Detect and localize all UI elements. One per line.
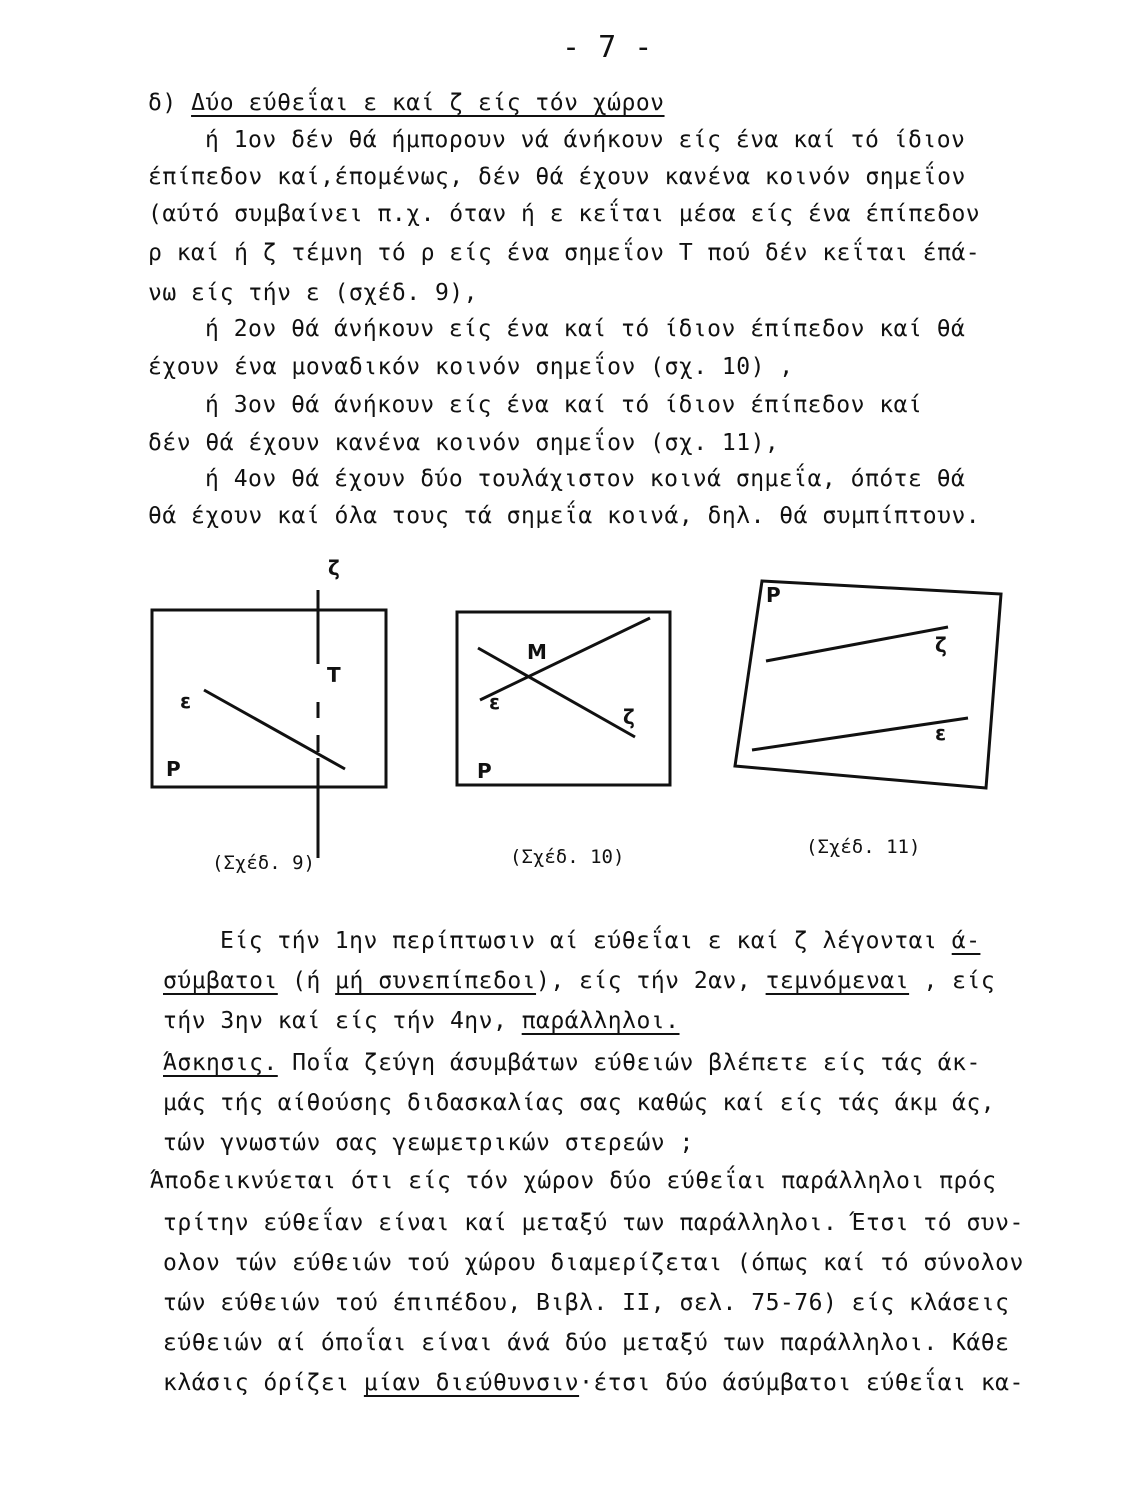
remark-line-2: τρίτην εύθεΐαν είναι καί μεταξύ των παράλληλοι. Έτσι τό συν- (163, 1210, 1024, 1236)
fig10-caption: (Σχέδ. 10) (510, 846, 625, 868)
exercise-text-1: Ποΐα ζεύγη άσυμβάτων εύθειών βλέπετε είς τάς άκ- (277, 1050, 981, 1076)
term-parallilloi: παράλληλοι. (521, 1008, 680, 1034)
fig9-label-e: ε (180, 689, 192, 713)
section-prefix: δ) (148, 90, 177, 116)
term-asymbatoi-end: σύμβατοι (163, 968, 278, 994)
conclusion-text-5: τήν 3ην καί είς τήν 4ην, (163, 1008, 522, 1034)
exercise-line-2: μάς τής αίθούσης διδασκαλίας σας καθώς καί είς τάς άκμ άς, (163, 1090, 996, 1116)
fig10-line-e (480, 618, 650, 700)
remark-text-6c: ·έτσι δύο άσύμβατοι εύθεΐαι κα- (579, 1370, 1024, 1396)
conclusion-text-2: (ή (277, 968, 336, 994)
fig10-label-plane: Ρ (477, 759, 492, 783)
conclusion-line-3 (163, 1008, 680, 1034)
fig11-plane-quad (735, 581, 1001, 788)
case-1-line-5: νω είς τήν ε (σχέδ. 9), (148, 280, 478, 306)
remark-line-3: ολον τών εύθειών τού χώρου διαμερίζεται (όπως καί τό σύνολον (163, 1250, 1024, 1276)
conclusion-text-4: , είς (909, 968, 996, 994)
case-2-line-2: έχουν ένα μοναδικόν κοινόν σημεΐον (σχ. 10) , (148, 354, 794, 380)
fig9-line-e (204, 690, 345, 769)
term-temnomenai: τεμνόμεναι (765, 968, 910, 994)
case-1-line-4: ρ καί ή ζ τέμνη τό ρ είς ένα σημεΐον Τ πού δέν κεΐται έπά- (148, 240, 981, 266)
remark-line-6 (163, 1370, 1024, 1396)
fig11-caption: (Σχέδ. 11) (806, 836, 921, 858)
exercise-label: Άσκησις. (163, 1050, 278, 1076)
page-number: - 7 - (562, 30, 653, 65)
fig10-label-M: Μ (527, 640, 547, 664)
exercise-line-3: τών γνωστών σας γεωμετρικών στερεών ; (163, 1130, 694, 1156)
case-4-line-1: ή 4ον θά έχουν δύο τουλάχιστον κοινά σημεΐα, όπότε θά (205, 466, 966, 492)
remark-text-6a: κλάσις όρίζει (163, 1370, 364, 1396)
exercise-line-1 (163, 1050, 981, 1076)
conclusion-line-2 (163, 968, 995, 994)
term-asymbatoi-start: ά- (951, 928, 981, 954)
case-3-line-1: ή 3ον θά άνήκουν είς ένα καί τό ίδιον έπίπεδον καί (205, 392, 923, 418)
case-1-line-3: (αύτό συμβαίνει π.χ. όταν ή ε κεΐται μέσα είς ένα έπίπεδον (148, 201, 981, 227)
remark-line-4: τών εύθειών τού έπιπέδου, Βιβλ. ΙΙ, σελ. 75-76) είς κλάσεις (163, 1290, 1010, 1316)
fig10-label-e: ε (489, 690, 501, 714)
fig11-label-plane: Ρ (766, 583, 781, 607)
conclusion-text-1: Είς τήν 1ην περίπτωσιν αί εύθεΐαι ε καί ζ λέγονται (220, 928, 938, 954)
case-3-line-2: δέν θά έχουν κανένα κοινόν σημεΐον (σχ. 11), (148, 430, 780, 456)
fig11-label-z: ζ (935, 633, 947, 657)
conclusion-text-3: ), είς τήν 2αν, (536, 968, 766, 994)
term-mian-dieuthynsin: μίαν διεύθυνσιν (363, 1370, 580, 1396)
case-1-line-1: ή 1ον δέν θά ήμπορουν νά άνήκουν είς ένα καί τό ίδιον (205, 127, 966, 153)
section-title: Δύο εύθεΐαι ε καί ζ είς τόν χώρον (191, 90, 665, 116)
fig10-label-z: ζ (623, 705, 635, 729)
case-2-line-1: ή 2ον θά άνήκουν είς ένα καί τό ίδιον έπίπεδον καί θά (205, 316, 966, 342)
fig9-label-T: Τ (327, 663, 341, 687)
case-1-line-2: έπίπεδον καί,έπομένως, δέν θά έχουν κανένα κοινόν σημεΐον (148, 164, 966, 190)
fig11-line-z (766, 627, 948, 661)
remark-line-1: Άποδεικνύεται ότι είς τόν χώρον δύο εύθεΐαι παράλληλοι πρός (150, 1168, 997, 1194)
fig9-label-z: ζ (328, 556, 340, 580)
fig11-label-e: ε (935, 721, 947, 745)
conclusion-line-1 (220, 928, 980, 954)
term-mi-synepipedoi: μή συνεπίπεδοι (335, 968, 537, 994)
remark-line-5: εύθειών αί όποΐαι είναι άνά δύο μεταξύ των παράλληλοι. Κάθε (163, 1330, 1010, 1356)
fig9-label-plane: Ρ (166, 757, 181, 781)
case-4-line-2: θά έχουν καί όλα τους τά σημεΐα κοινά, δηλ. θά συμπίπτουν. (148, 503, 981, 529)
fig9-caption: (Σχέδ. 9) (212, 852, 315, 874)
fig10-line-z (478, 648, 635, 737)
